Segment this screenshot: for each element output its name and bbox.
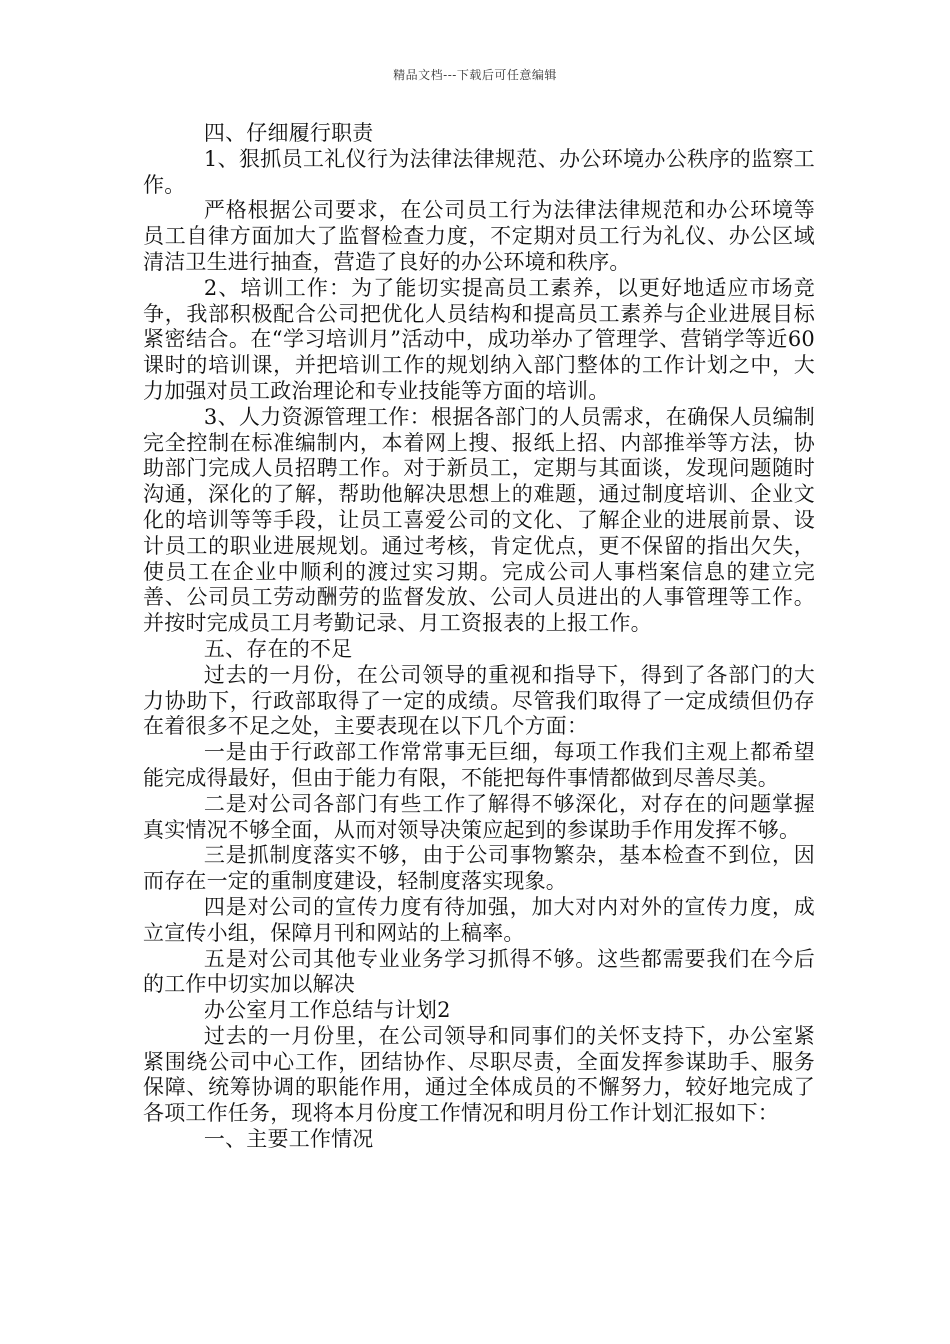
paragraph: 五是对公司其他专业业务学习抓得不够。这些都需要我们在今后的工作中切实加以解决 — [143, 946, 815, 997]
paragraph: 二是对公司各部门有些工作了解得不够深化，对存在的问题掌握真实情况不够全面，从而对领导决策应起到的参谋助手作用发挥不够。 — [143, 791, 815, 842]
paragraph: 过去的一月份里，在公司领导和同事们的关怀支持下，办公室紧紧围绕公司中心工作，团结协作、尽职尽责，全面发挥参谋助手、服务保障、统筹协调的职能作用，通过全体成员的不懈努力，较好地完成了各项工作任务，现将本月份度工作情况和明月份工作计划汇报如下： — [143, 1023, 815, 1126]
paragraph: 1、狠抓员工礼仪行为法律法律规范、办公环境办公秩序的监察工作。 — [143, 146, 815, 197]
section-heading-5: 五、存在的不足 — [203, 636, 353, 661]
paragraph: 一是由于行政部工作常常事无巨细，每项工作我们主观上都希望能完成得最好，但由于能力有限，不能把每件事情都做到尽善尽美。 — [143, 740, 815, 790]
paragraph: 四是对公司的宣传力度有待加强，加大对内对外的宣传力度，成立宣传小组，保障月刊和网站的上稿率。 — [143, 894, 815, 945]
page-header: 精品文档---下载后可任意编辑 — [393, 68, 557, 82]
section-heading-4: 四、仔细履行职责 — [203, 121, 374, 145]
document-title: 办公室月工作总结与计划2 — [203, 998, 451, 1023]
paragraph: 过去的一月份，在公司领导的重视和指导下，得到了各部门的大力协助下，行政部取得了一定的成绩。尽管我们取得了一定成绩但仍存在着很多不足之处，主要表现在以下几个方面： — [143, 662, 815, 739]
section-heading-1: 一、主要工作情况 — [203, 1127, 374, 1152]
paragraph: 三是抓制度落实不够，由于公司事物繁杂，基本检查不到位，因而存在一定的重制度建设，轻制度落实现象。 — [143, 843, 815, 894]
paragraph: 严格根据公司要求，在公司员工行为法律法律规范和办公环境等员工自律方面加大了监督检查力度，不定期对员工行为礼仪、办公区域清洁卫生进行抽查，营造了良好的办公环境和秩序。 — [143, 198, 815, 274]
document-body — [143, 121, 815, 1153]
paragraph: 2、培训工作：为了能切实提高员工素养，以更好地适应市场竞争，我部积极配合公司把优化人员结构和提高员工素养与企业进展目标紧密结合。在“学习培训月”活动中，成功举办了管理学、营销学等近60课时的培训课，并把培训工作的规划纳入部门整体的工作计划之中，大力加强对员工政治理论和专业技能等方面的培训。 — [143, 275, 815, 403]
paragraph: 3、人力资源管理工作：根据各部门的人员需求，在确保人员编制完全控制在标准编制内，本着网上搜、报纸上招、内部推举等方法，协助部门完成人员招聘工作。对于新员工，定期与其面谈，发现问题随时沟通，深化的了解，帮助他解决思想上的难题，通过制度培训、企业文化的培训等等手段，让员工喜爱公司的文化、了解企业的进展前景、设计员工的职业进展规划。通过考核，肯定优点，更不保留的指出欠失，使员工在企业中顺利的渡过实习期。完成公司人事档案信息的建立完善、公司员工劳动酬劳的监督发放、公司人员进出的人事管理等工作。并按时完成员工月考勤记录、月工资报表的上报工作。 — [143, 404, 815, 636]
